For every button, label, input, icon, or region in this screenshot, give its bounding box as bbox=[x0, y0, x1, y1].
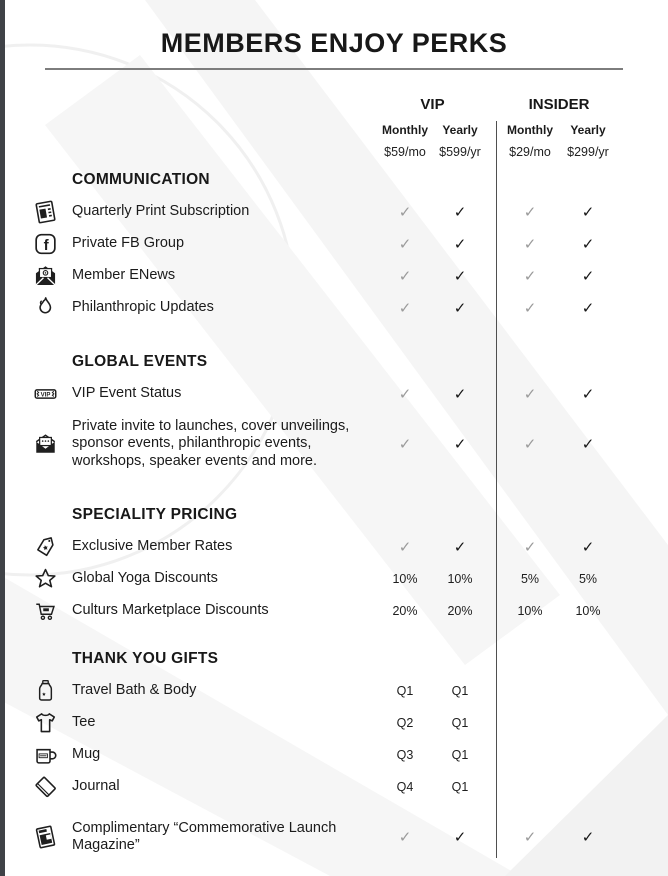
check-icon-muted: ✓ bbox=[398, 829, 412, 846]
table-row bbox=[0, 260, 668, 292]
row-label: Complimentary “Commemorative Launch Magazine” bbox=[72, 819, 337, 853]
plan-header bbox=[0, 70, 668, 167]
table-row bbox=[0, 378, 668, 410]
cart-icon bbox=[32, 598, 59, 625]
cell-value: Q1 bbox=[451, 684, 469, 698]
check-icon-muted: ✓ bbox=[398, 300, 412, 317]
flame-icon bbox=[32, 295, 59, 322]
check-icon: ✓ bbox=[581, 300, 595, 317]
mug-icon bbox=[32, 742, 59, 769]
check-icon: ✓ bbox=[453, 236, 467, 253]
check-icon: ✓ bbox=[453, 204, 467, 221]
check-icon-muted: ✓ bbox=[523, 300, 537, 317]
journal-icon bbox=[32, 774, 59, 801]
cell-value: Q2 bbox=[396, 716, 414, 730]
table-row bbox=[0, 416, 668, 472]
cell-value: 20% bbox=[392, 604, 418, 618]
vip-yearly-price: $599/yr bbox=[439, 145, 481, 159]
check-icon: ✓ bbox=[453, 300, 467, 317]
cell-value: 20% bbox=[447, 604, 473, 618]
check-icon-muted: ✓ bbox=[523, 829, 537, 846]
row-label: Member ENews bbox=[72, 267, 176, 284]
table-row bbox=[0, 563, 668, 595]
page-title: MEMBERS ENJOY PERKS bbox=[160, 28, 508, 58]
cell-value: Q1 bbox=[396, 684, 414, 698]
cell-value: Q4 bbox=[396, 780, 414, 794]
section-heading-speciality-pricing: SPECIALITY PRICING bbox=[72, 506, 238, 523]
cell-value: 10% bbox=[575, 604, 601, 618]
check-icon: ✓ bbox=[581, 236, 595, 253]
check-icon: ✓ bbox=[581, 436, 595, 453]
insider-yearly-label: Yearly bbox=[570, 123, 606, 137]
check-icon-muted: ✓ bbox=[523, 236, 537, 253]
section-heading-communication: COMMUNICATION bbox=[72, 171, 210, 188]
perks-table bbox=[0, 171, 668, 865]
invite-icon bbox=[32, 431, 59, 458]
row-label: Private invite to launches, cover unveilings, sponsor events, philanthropic events, workshops, speaker events and more. bbox=[72, 417, 350, 469]
vip-monthly-price: $59/mo bbox=[384, 145, 426, 159]
vip-yearly-label: Yearly bbox=[442, 123, 478, 137]
check-icon-muted: ✓ bbox=[398, 268, 412, 285]
tee-icon bbox=[32, 710, 59, 737]
facebook-icon bbox=[32, 231, 59, 258]
check-icon-muted: ✓ bbox=[523, 268, 537, 285]
check-icon: ✓ bbox=[453, 268, 467, 285]
column-divider bbox=[496, 121, 497, 858]
check-icon-muted: ✓ bbox=[398, 539, 412, 556]
tag-icon bbox=[32, 534, 59, 561]
row-label: Journal bbox=[72, 778, 120, 795]
plan-insider-name: INSIDER bbox=[528, 96, 590, 113]
insider-yearly-price: $299/yr bbox=[567, 145, 609, 159]
check-icon-muted: ✓ bbox=[398, 386, 412, 403]
cell-value: 10% bbox=[392, 572, 418, 586]
cell-value: Q1 bbox=[451, 716, 469, 730]
table-row bbox=[0, 292, 668, 324]
check-icon: ✓ bbox=[453, 539, 467, 556]
check-icon-muted: ✓ bbox=[398, 436, 412, 453]
check-icon-muted: ✓ bbox=[398, 204, 412, 221]
table-row bbox=[0, 739, 668, 771]
table-row bbox=[0, 531, 668, 563]
vip-monthly-label: Monthly bbox=[382, 123, 428, 137]
cell-value: 10% bbox=[447, 572, 473, 586]
check-icon: ✓ bbox=[581, 204, 595, 221]
table-row bbox=[0, 595, 668, 627]
insider-monthly-label: Monthly bbox=[507, 123, 553, 137]
row-label: Private FB Group bbox=[72, 235, 185, 252]
cell-value: 5% bbox=[578, 572, 598, 586]
row-label: Travel Bath & Body bbox=[72, 682, 197, 699]
table-row bbox=[0, 809, 668, 865]
newspaper-icon bbox=[32, 199, 59, 226]
star-icon bbox=[32, 566, 59, 593]
check-icon: ✓ bbox=[453, 436, 467, 453]
enews-icon bbox=[32, 263, 59, 290]
check-icon-muted: ✓ bbox=[523, 386, 537, 403]
check-icon: ✓ bbox=[581, 539, 595, 556]
table-row bbox=[0, 771, 668, 803]
section-heading-thank-you-gifts: THANK YOU GIFTS bbox=[72, 650, 219, 667]
check-icon: ✓ bbox=[453, 386, 467, 403]
row-label: VIP Event Status bbox=[72, 385, 182, 402]
page-edge bbox=[0, 0, 5, 876]
bottle-icon bbox=[32, 678, 59, 705]
cell-value: 5% bbox=[520, 572, 540, 586]
cell-value: 10% bbox=[517, 604, 543, 618]
check-icon: ✓ bbox=[581, 268, 595, 285]
check-icon-muted: ✓ bbox=[523, 539, 537, 556]
cell-value: Q1 bbox=[451, 780, 469, 794]
check-icon-muted: ✓ bbox=[523, 204, 537, 221]
check-icon: ✓ bbox=[453, 829, 467, 846]
vip-ticket-icon bbox=[32, 381, 59, 408]
row-label: Philanthropic Updates bbox=[72, 299, 214, 316]
magazine-icon bbox=[32, 824, 59, 851]
row-label: Quarterly Print Subscription bbox=[72, 203, 250, 220]
table-row bbox=[0, 675, 668, 707]
plan-vip-name: VIP bbox=[420, 96, 445, 113]
cell-value: Q1 bbox=[451, 748, 469, 762]
table-row bbox=[0, 707, 668, 739]
section-heading-global-events: GLOBAL EVENTS bbox=[72, 353, 208, 370]
check-icon-muted: ✓ bbox=[398, 236, 412, 253]
check-icon: ✓ bbox=[581, 829, 595, 846]
row-label: Exclusive Member Rates bbox=[72, 538, 233, 555]
check-icon: ✓ bbox=[581, 386, 595, 403]
cell-value: Q3 bbox=[396, 748, 414, 762]
row-label: Culturs Marketplace Discounts bbox=[72, 602, 269, 619]
row-label: Global Yoga Discounts bbox=[72, 570, 218, 587]
row-label: Tee bbox=[72, 714, 96, 731]
row-label: Mug bbox=[72, 746, 101, 763]
table-row bbox=[0, 196, 668, 228]
check-icon-muted: ✓ bbox=[523, 436, 537, 453]
insider-monthly-price: $29/mo bbox=[509, 145, 551, 159]
table-row bbox=[0, 228, 668, 260]
